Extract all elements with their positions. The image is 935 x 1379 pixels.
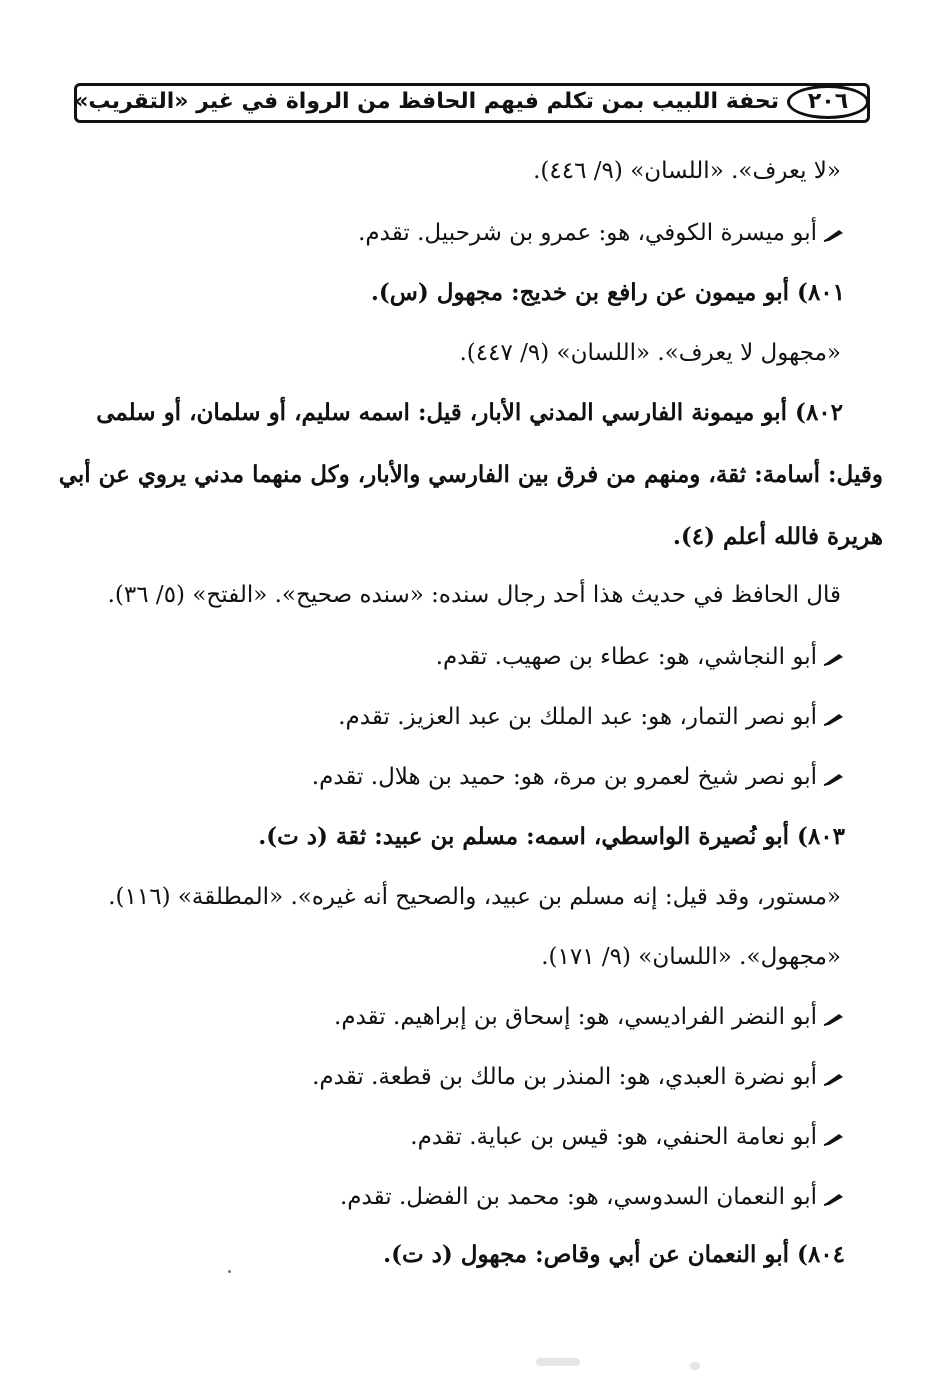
scan-speck [536,1358,580,1366]
entry-heading: ٨٠١) أبو ميمون عن رافع بن خديج: مجهول (س). [370,279,845,306]
text-line: «مستور، وقد قيل: إنه مسلم بن عبيد، والصحيح أنه غيره». «المطلقة» (١١٦). [108,884,841,910]
text-line: أبو النعمان السدوسي، هو: محمد بن الفضل. تقدم. [340,1180,845,1214]
text-line: «مجهول لا يعرف». «اللسان» (٩/ ٤٤٧). [459,340,841,366]
pen-icon [823,227,845,242]
pen-icon [823,771,845,786]
entry-heading: ٨٠٣) أبو نُصيرة الواسطي، اسمه: مسلم بن عبيد: ثقة (د ت). [258,823,845,850]
entry-heading-continued: وقيل: أسامة: ثقة، ومنهم من فرق بين الفارسي والأبار، وكل منهما مدني يروي عن أبي [58,461,883,488]
scan-speck [690,1362,700,1370]
pen-icon [823,651,845,666]
scan-speck [228,1270,231,1273]
pen-icon [823,1071,845,1086]
text-line: أبو النضر الفراديسي، هو: إسحاق بن إبراهيم. تقدم. [334,1000,845,1034]
text-line: أبو نصر شيخ لعمرو بن مرة، هو: حميد بن هلال. تقدم. [312,760,845,794]
entry-heading: ٨٠٢) أبو ميمونة الفارسي المدني الأبار، قيل: اسمه سليم، أو سلمان، أو سلمى [96,399,843,426]
text-line: أبو النجاشي، هو: عطاء بن صهيب. تقدم. [436,640,845,674]
entry-heading-continued: هريرة فالله أعلم (٤). [672,523,883,550]
page-number: ٢٠٦ [787,85,869,119]
entry-heading: ٨٠٤) أبو النعمان عن أبي وقاص: مجهول (د ت). [383,1241,845,1268]
text-line: «مجهول». «اللسان» (٩/ ١٧١). [541,944,841,970]
text-line: أبو نصر التمار، هو: عبد الملك بن عبد العزيز. تقدم. [338,700,845,734]
text-line: أبو نضرة العبدي، هو: المنذر بن مالك بن قطعة. تقدم. [312,1060,845,1094]
text-line: قال الحافظ في حديث هذا أحد رجال سنده: «سنده صحيح». «الفتح» (٥/ ٣٦). [107,582,841,608]
text-line: «لا يعرف». «اللسان» (٩/ ٤٤٦). [533,158,841,184]
pen-icon [823,1131,845,1146]
running-header-title: تحفة اللبيب بمن تكلم فيهم الحافظ من الرواة في غير «التقريب» [74,89,779,114]
pen-icon [823,1011,845,1026]
pen-icon [823,1191,845,1206]
text-line: أبو نعامة الحنفي، هو: قيس بن عباية. تقدم. [410,1120,845,1154]
pen-icon [823,711,845,726]
text-line: أبو ميسرة الكوفي، هو: عمرو بن شرحبيل. تقدم. [358,216,845,250]
